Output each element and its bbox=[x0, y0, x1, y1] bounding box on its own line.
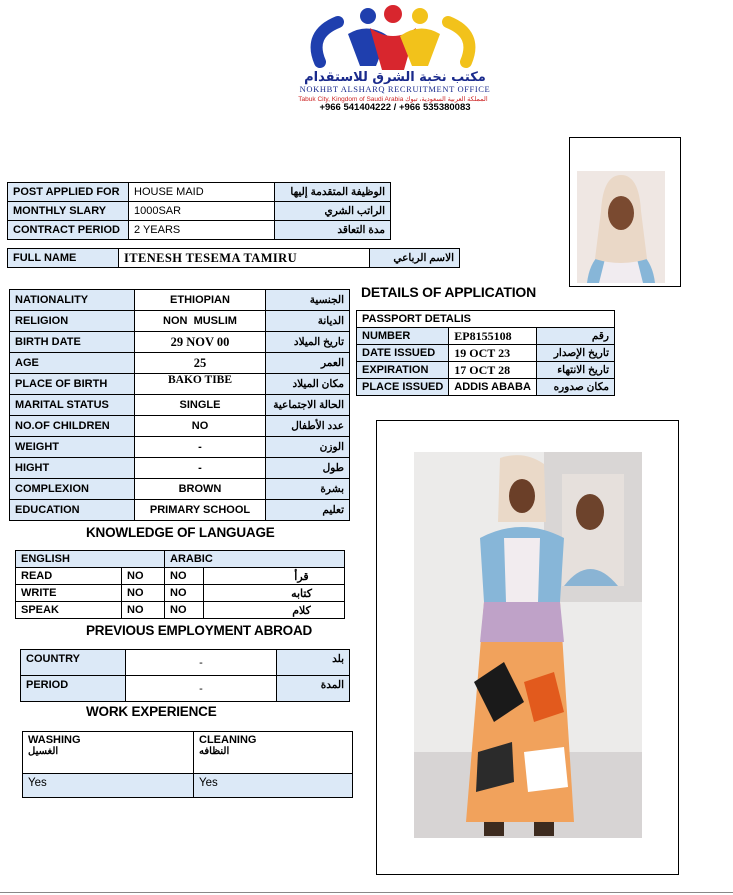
page-bottom-divider bbox=[0, 892, 733, 893]
children-value: NO bbox=[135, 416, 266, 437]
table-row bbox=[8, 249, 460, 268]
passport-title: PASSPORT DETALIS bbox=[357, 311, 615, 328]
children-label-ar: عدد الأطفال bbox=[266, 416, 350, 437]
table-row bbox=[357, 362, 615, 379]
height-label: HIGHT bbox=[10, 458, 135, 479]
birth-date-value: 29 NOV 00 bbox=[135, 332, 266, 353]
employment-country-label-ar: بلد bbox=[277, 650, 350, 676]
employment-period-label-ar: المدة bbox=[277, 676, 350, 702]
employment-country-value: - bbox=[126, 650, 277, 676]
employment-period-label: PERIOD bbox=[21, 676, 126, 702]
language-title: KNOWLEDGE OF LANGUAGE bbox=[86, 525, 275, 540]
experience-washing-label-ar: الغسيل bbox=[28, 746, 59, 757]
table-row bbox=[10, 416, 350, 437]
place-of-birth-label: PLACE OF BIRTH bbox=[10, 374, 135, 395]
post-value: HOUSE MAID bbox=[129, 183, 275, 202]
language-write-arabic: NO bbox=[165, 585, 204, 602]
weight-label-ar: الوزن bbox=[266, 437, 350, 458]
portrait-photo-frame bbox=[569, 137, 681, 287]
language-speak-arabic: NO bbox=[165, 602, 204, 619]
table-row bbox=[10, 479, 350, 500]
full-name-label-ar: الاسم الرباعي bbox=[370, 249, 460, 268]
religion-label-ar: الديانة bbox=[266, 311, 350, 332]
experience-washing-header bbox=[23, 732, 194, 774]
table-row bbox=[16, 551, 345, 568]
company-logo bbox=[300, 4, 550, 114]
table-row bbox=[10, 374, 350, 395]
language-read-english: NO bbox=[122, 568, 165, 585]
table-row bbox=[8, 221, 391, 240]
portrait-photo bbox=[577, 171, 665, 283]
experience-washing-label: WASHING bbox=[28, 734, 81, 746]
personal-table bbox=[9, 289, 350, 521]
language-speak-english: NO bbox=[122, 602, 165, 619]
contract-label-ar: مدة التعاقد bbox=[275, 221, 391, 240]
education-value: PRIMARY SCHOOL bbox=[135, 500, 266, 521]
place-issued-label: PLACE ISSUED bbox=[357, 379, 449, 396]
language-read-label: READ bbox=[16, 568, 122, 585]
weight-label: WEIGHT bbox=[10, 437, 135, 458]
logo-location: Tabuk City, Kingdom of Saudi Arabia المملكة العربية السعودية، تبوك bbox=[298, 96, 488, 103]
language-write-english: NO bbox=[122, 585, 165, 602]
experience-cleaning-value: Yes bbox=[194, 774, 353, 798]
table-row bbox=[10, 500, 350, 521]
passport-table bbox=[356, 310, 615, 396]
table-row bbox=[8, 183, 391, 202]
table-row bbox=[8, 202, 391, 221]
expiration-label-ar: تاريخ الانتهاء bbox=[536, 362, 614, 379]
experience-table bbox=[22, 731, 353, 798]
experience-cleaning-label: CLEANING bbox=[199, 734, 257, 746]
passport-number-label-ar: رقم bbox=[536, 328, 614, 345]
marital-status-value: SINGLE bbox=[135, 395, 266, 416]
table-row bbox=[23, 774, 353, 798]
place-of-birth-label-ar: مكان الميلاد bbox=[266, 374, 350, 395]
salary-value: 1000SAR bbox=[129, 202, 275, 221]
table-row bbox=[10, 437, 350, 458]
post-label-ar: الوظيفة المتقدمة إليها bbox=[275, 183, 391, 202]
nationality-label-ar: الجنسية bbox=[266, 290, 350, 311]
religion-value: NON MUSLIM bbox=[135, 311, 266, 332]
table-row bbox=[10, 290, 350, 311]
language-read-arabic: NO bbox=[165, 568, 204, 585]
table-row bbox=[357, 328, 615, 345]
experience-cleaning-label-ar: النظافه bbox=[199, 746, 230, 757]
contract-label: CONTRACT PERIOD bbox=[8, 221, 129, 240]
contract-value: 2 YEARS bbox=[129, 221, 275, 240]
language-write-label-ar: كتابه bbox=[204, 585, 345, 602]
birth-date-label-ar: تاريخ الميلاد bbox=[266, 332, 350, 353]
language-col-english: ENGLISH bbox=[16, 551, 165, 568]
details-title: DETAILS OF APPLICATION bbox=[361, 284, 537, 300]
employment-period-value: - bbox=[126, 676, 277, 702]
experience-cleaning-header bbox=[194, 732, 353, 774]
language-table bbox=[15, 550, 345, 619]
table-row bbox=[357, 311, 615, 328]
height-label-ar: طول bbox=[266, 458, 350, 479]
language-speak-label: SPEAK bbox=[16, 602, 122, 619]
date-issued-value: 19 OCT 23 bbox=[449, 345, 537, 362]
nationality-value: ETHIOPIAN bbox=[135, 290, 266, 311]
place-of-birth-value: BAKO TIBE bbox=[135, 374, 266, 395]
date-issued-label-ar: تاريخ الإصدار bbox=[536, 345, 614, 362]
age-label: AGE bbox=[10, 353, 135, 374]
table-row bbox=[10, 458, 350, 479]
age-label-ar: العمر bbox=[266, 353, 350, 374]
table-row bbox=[357, 345, 615, 362]
employment-title: PREVIOUS EMPLOYMENT ABROAD bbox=[86, 623, 313, 638]
birth-date-label: BIRTH DATE bbox=[10, 332, 135, 353]
table-row bbox=[16, 568, 345, 585]
marital-status-label: MARITAL STATUS bbox=[10, 395, 135, 416]
language-write-label: WRITE bbox=[16, 585, 122, 602]
table-row bbox=[16, 585, 345, 602]
table-row bbox=[10, 332, 350, 353]
date-issued-label: DATE ISSUED bbox=[357, 345, 449, 362]
education-label: EDUCATION bbox=[10, 500, 135, 521]
weight-value: - bbox=[135, 437, 266, 458]
table-row bbox=[10, 353, 350, 374]
full-body-photo bbox=[414, 452, 642, 838]
place-issued-label-ar: مكان صدوره bbox=[536, 379, 614, 396]
logo-english-name: NOKHBT ALSHARQ RECRUITMENT OFFICE bbox=[299, 84, 491, 94]
complexion-label: COMPLEXION bbox=[10, 479, 135, 500]
post-label: POST APPLIED FOR bbox=[8, 183, 129, 202]
table-row bbox=[21, 650, 350, 676]
table-row bbox=[16, 602, 345, 619]
experience-washing-value: Yes bbox=[23, 774, 194, 798]
table-row bbox=[357, 379, 615, 396]
education-label-ar: تعليم bbox=[266, 500, 350, 521]
salary-label: MONTHLY SLARY bbox=[8, 202, 129, 221]
table-row bbox=[10, 395, 350, 416]
language-col-arabic: ARABIC bbox=[165, 551, 345, 568]
expiration-value: 17 OCT 28 bbox=[449, 362, 537, 379]
salary-label-ar: الراتب الشري bbox=[275, 202, 391, 221]
full-name-label: FULL NAME bbox=[8, 249, 119, 268]
nationality-label: NATIONALITY bbox=[10, 290, 135, 311]
table-row bbox=[23, 732, 353, 774]
full-body-photo-frame bbox=[376, 420, 679, 875]
children-label: NO.OF CHILDREN bbox=[10, 416, 135, 437]
passport-number-label: NUMBER bbox=[357, 328, 449, 345]
place-issued-value: ADDIS ABABA bbox=[449, 379, 537, 396]
language-speak-label-ar: كلام bbox=[204, 602, 345, 619]
complexion-value: BROWN bbox=[135, 479, 266, 500]
employment-table bbox=[20, 649, 350, 702]
logo-phones: +966 541404222 / +966 535380083 bbox=[319, 102, 471, 113]
marital-status-label-ar: الحالة الاجتماعية bbox=[266, 395, 350, 416]
expiration-label: EXPIRATION bbox=[357, 362, 449, 379]
experience-title: WORK EXPERIENCE bbox=[86, 704, 217, 719]
passport-number-value: EP8155108 bbox=[449, 328, 537, 345]
religion-label: RELIGION bbox=[10, 311, 135, 332]
height-value: - bbox=[135, 458, 266, 479]
logo-arabic-name: مكتب نخبة الشرق للاستقدام bbox=[304, 70, 486, 85]
post-table bbox=[7, 182, 391, 240]
complexion-label-ar: بشرة bbox=[266, 479, 350, 500]
full-name-table bbox=[7, 248, 460, 268]
table-row bbox=[21, 676, 350, 702]
table-row bbox=[10, 311, 350, 332]
employment-country-label: COUNTRY bbox=[21, 650, 126, 676]
age-value: 25 bbox=[135, 353, 266, 374]
logo-people-icon bbox=[308, 4, 478, 74]
language-read-label-ar: قرأ bbox=[204, 568, 345, 585]
full-name-value: ITENESH TESEMA TAMIRU bbox=[119, 249, 370, 268]
